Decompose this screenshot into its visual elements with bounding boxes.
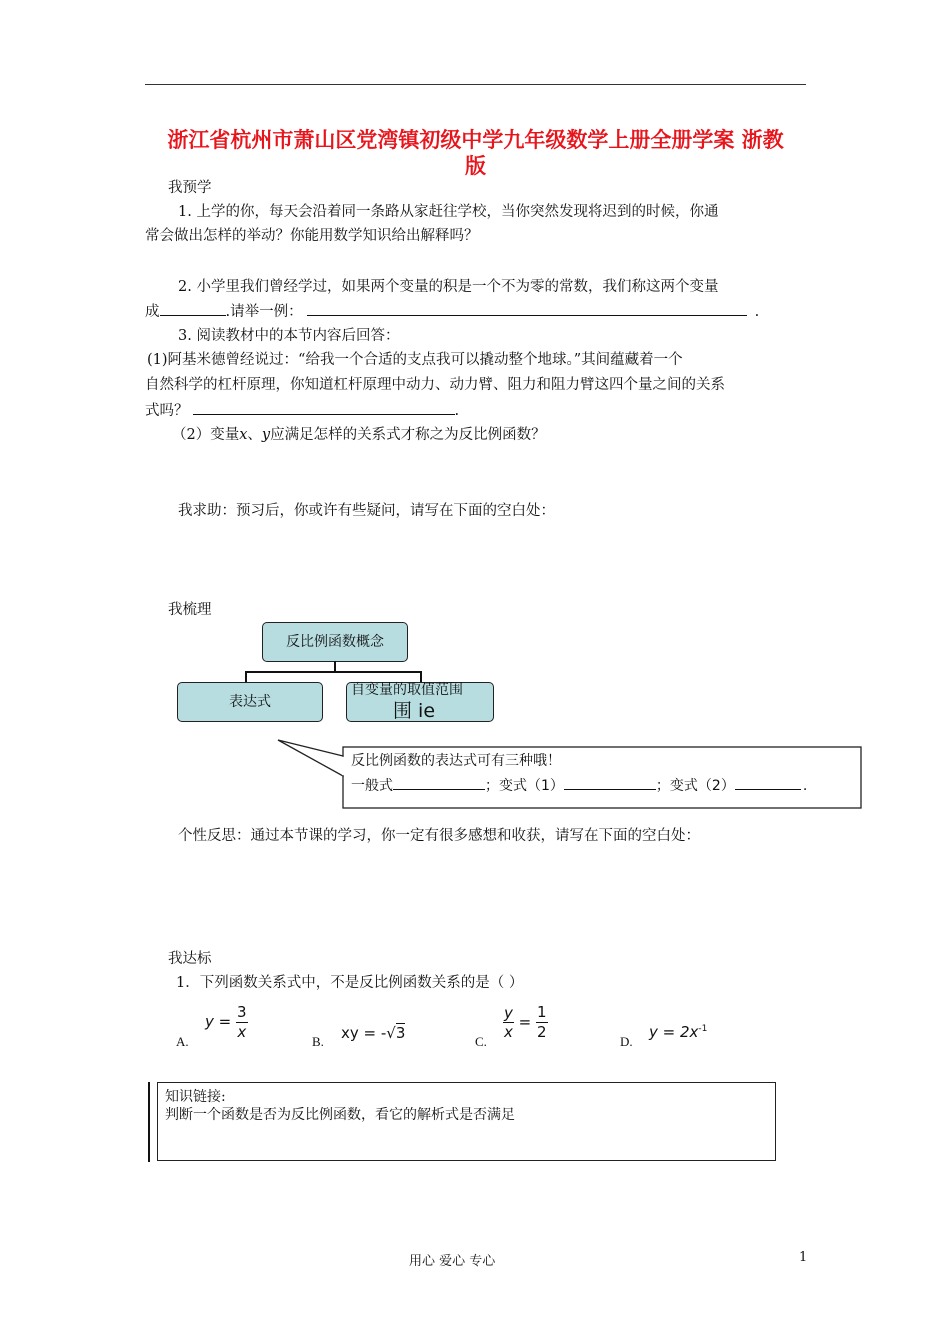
reflection-prompt: 个性反思：通过本节课的学习，你一定有很多感想和收获，请写在下面的空白处： [178,828,700,844]
question-3-2 [172,425,546,445]
domain-box [346,682,494,722]
sqrt-sign-icon: √ [386,1024,396,1042]
q2-blank-1[interactable] [160,301,226,316]
question-3-1-line3 [145,400,459,421]
footer-motto: 用心 爱心 专心 [409,1254,496,1269]
option-c-num2: 1 [537,1003,547,1021]
callout-line1: 反比例函数的表达式可有三种哦！ [351,753,561,769]
callout-blank-3[interactable] [735,775,801,790]
standard-heading: 我达标 [168,951,212,967]
question-3: 3. 阅读教材中的本节内容后回答： [178,328,400,344]
question-3-1-line2: 自然科学的杠杆原理，你知道杠杆原理中动力、动力臂、阻力和阻力臂这四个量之间的关系 [145,377,725,393]
option-c-den2: 2 [537,1023,547,1041]
organize-heading: 我梳理 [168,602,212,618]
domain-box-line2: 围 ie [393,700,436,722]
question-2-line2 [145,301,759,322]
knowledge-margin-line [148,1082,150,1162]
option-c-den1: x [504,1023,513,1041]
knowledge-title: 知识链接: [165,1089,226,1105]
question-1-line1: 1. 上学的你，每天会沿着同一条路从家赶往学校，当你突然发现将迟到的时候，你通 [178,204,719,220]
q3-2-text-b: 应满足怎样的关系式才称之为反比例函数？ [270,427,546,443]
q3-2-var-x: x [239,427,248,443]
option-a-lhs: y = [205,1012,232,1031]
q2-text-c: . [754,304,760,320]
callout-blank-1[interactable] [393,775,485,790]
option-c-fraction-2 [536,1003,548,1042]
page-title-line2: 版 [465,154,486,178]
option-a-den: x [237,1023,247,1041]
callout-blank-2[interactable] [564,775,656,790]
option-c-eq: = [518,1013,532,1031]
option-d-expr: y = 2x [649,1023,699,1041]
question-3-1-line1: (1)阿基米德曾经说过：“给我一个合适的支点我可以撬动整个地球。”其间蕴藏着一个 [147,352,683,368]
option-d-exponent: -1 [698,1024,708,1034]
concept-root-box: 反比例函数概念 [262,622,408,662]
help-prompt: 我求助：预习后，你或许有些疑问，请写在下面的空白处： [178,503,555,519]
q2-blank-2[interactable] [307,301,747,316]
knowledge-text: 判断一个函数是否为反比例函数，看它的解析式是否满足 [165,1107,515,1123]
option-b-radicand: 3 [395,1024,406,1042]
q3-2-var-y: y [261,427,271,443]
callout-variant1-label: ；变式（1） [485,778,564,794]
page-number: 1 [799,1250,808,1265]
q3-1-text-a: 式吗？ [145,403,189,419]
option-a-num: 3 [237,1003,247,1021]
q2-text-b: .请举一例： [225,304,303,320]
option-c-formula [503,1003,548,1042]
header-rule [145,84,806,85]
q3-1-text-b: . [454,403,460,419]
option-b-formula [341,1024,405,1042]
domain-box-line1: 自变量的取值范围 [351,682,463,698]
q3-2-text-a: （2）变量 [172,427,240,443]
question-1-line2: 常会做出怎样的举动？你能用数学知识给出解释吗？ [145,228,479,244]
q3-2-sep: 、 [247,427,262,443]
callout-end: . [802,778,808,794]
option-b-expr: xy = - [341,1024,387,1042]
tree-connector-horizontal [245,671,421,673]
option-a-formula [205,1003,248,1041]
page-title-line1: 浙江省杭州市萧山区党湾镇初级中学九年级数学上册全册学案 浙教 [167,128,784,152]
question-2-line1: 2. 小学里我们曾经学过，如果两个变量的积是一个不为零的常数，我们称这两个变量 [178,279,719,295]
callout-general-label: 一般式 [351,778,393,794]
q2-text-a: 成 [145,304,160,320]
option-c-fraction-1 [503,1004,514,1041]
option-b-label: B. [312,1034,324,1049]
expression-box: 表达式 [177,682,323,722]
standard-question-1: 1．下列函数关系式中，不是反比例函数关系的是（ ） [176,975,524,991]
option-d-label: D. [620,1034,633,1049]
option-a-label: A. [176,1034,189,1049]
option-a-fraction [236,1003,248,1041]
callout-line2 [351,775,807,796]
option-c-label: C. [475,1034,487,1049]
preview-heading: 我预学 [168,180,212,196]
q3-1-blank[interactable] [193,400,455,415]
option-c-num1: y [504,1004,513,1022]
option-d-formula [649,1023,707,1041]
callout-variant2-label: ；变式（2） [655,778,735,794]
